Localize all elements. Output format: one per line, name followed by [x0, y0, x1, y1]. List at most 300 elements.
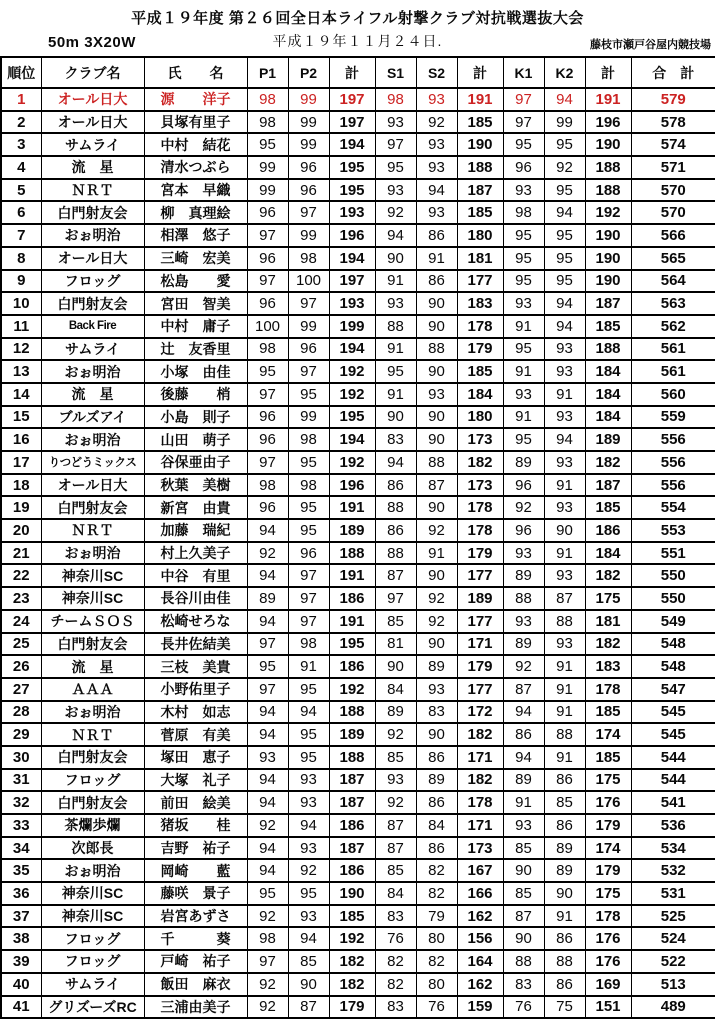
p-total-cell: 193	[329, 201, 375, 224]
table-row	[1, 133, 715, 156]
p2-cell: 96	[288, 542, 329, 565]
k-total-cell: 169	[585, 973, 631, 996]
k-total-cell: 184	[585, 360, 631, 383]
name-cell: 長井佐結美	[144, 633, 247, 656]
grand-total-cell: 513	[631, 973, 715, 996]
s2-cell: 88	[416, 338, 457, 361]
club-cell: 流 星	[41, 383, 144, 406]
k1-cell: 90	[503, 859, 544, 882]
p2-cell: 95	[288, 451, 329, 474]
s2-cell: 90	[416, 564, 457, 587]
name-cell: 山田 萌子	[144, 428, 247, 451]
grand-total-cell: 548	[631, 633, 715, 656]
p1-cell: 97	[247, 383, 288, 406]
s1-cell: 91	[375, 383, 416, 406]
rank-cell: 38	[1, 927, 41, 950]
p-total-cell: 194	[329, 428, 375, 451]
name-cell: 秋葉 美樹	[144, 474, 247, 497]
k-total-cell: 188	[585, 156, 631, 179]
p2-cell: 97	[288, 564, 329, 587]
grand-total-cell: 532	[631, 859, 715, 882]
name-cell: 源 洋子	[144, 88, 247, 111]
p-total-cell: 192	[329, 451, 375, 474]
p2-cell: 99	[288, 88, 329, 111]
s2-cell: 88	[416, 451, 457, 474]
s1-cell: 82	[375, 973, 416, 996]
s1-cell: 94	[375, 224, 416, 247]
s1-cell: 87	[375, 837, 416, 860]
k2-cell: 92	[544, 156, 585, 179]
k1-cell: 87	[503, 678, 544, 701]
rank-cell: 4	[1, 156, 41, 179]
s-total-cell: 187	[457, 179, 503, 202]
p2-cell: 97	[288, 587, 329, 610]
rank-cell: 1	[1, 88, 41, 111]
k1-cell: 98	[503, 201, 544, 224]
k2-cell: 91	[544, 746, 585, 769]
grand-total-cell: 574	[631, 133, 715, 156]
col-header-k-total: 計	[585, 57, 631, 88]
name-cell: 菅原 有美	[144, 723, 247, 746]
k-total-cell: 185	[585, 746, 631, 769]
p1-cell: 100	[247, 315, 288, 338]
s-total-cell: 179	[457, 542, 503, 565]
s1-cell: 85	[375, 859, 416, 882]
p1-cell: 97	[247, 678, 288, 701]
grand-total-cell: 556	[631, 474, 715, 497]
rank-cell: 2	[1, 111, 41, 134]
club-cell: 流 星	[41, 156, 144, 179]
p2-cell: 96	[288, 179, 329, 202]
club-cell: 神奈川SC	[41, 564, 144, 587]
s-total-cell: 173	[457, 474, 503, 497]
s2-cell: 82	[416, 859, 457, 882]
club-cell: 流 星	[41, 655, 144, 678]
club-cell: 白門射友会	[41, 746, 144, 769]
k-total-cell: 185	[585, 701, 631, 724]
p1-cell: 97	[247, 950, 288, 973]
p2-cell: 95	[288, 519, 329, 542]
p-total-cell: 197	[329, 88, 375, 111]
name-cell: 猪坂 桂	[144, 814, 247, 837]
grand-total-cell: 549	[631, 610, 715, 633]
name-cell: 三枝 美貴	[144, 655, 247, 678]
p-total-cell: 186	[329, 587, 375, 610]
k-total-cell: 151	[585, 996, 631, 1019]
p-total-cell: 194	[329, 247, 375, 270]
p-total-cell: 192	[329, 383, 375, 406]
s-total-cell: 182	[457, 769, 503, 792]
k1-cell: 96	[503, 474, 544, 497]
name-cell: 後藤 梢	[144, 383, 247, 406]
k-total-cell: 190	[585, 247, 631, 270]
p1-cell: 97	[247, 633, 288, 656]
grand-total-cell: 561	[631, 360, 715, 383]
p1-cell: 94	[247, 791, 288, 814]
s2-cell: 86	[416, 224, 457, 247]
grand-total-cell: 550	[631, 587, 715, 610]
grand-total-cell: 545	[631, 723, 715, 746]
p2-cell: 95	[288, 882, 329, 905]
p2-cell: 93	[288, 837, 329, 860]
s1-cell: 90	[375, 655, 416, 678]
p2-cell: 95	[288, 678, 329, 701]
k1-cell: 95	[503, 428, 544, 451]
p-total-cell: 197	[329, 111, 375, 134]
p-total-cell: 195	[329, 179, 375, 202]
k1-cell: 96	[503, 156, 544, 179]
p-total-cell: 195	[329, 633, 375, 656]
results-table	[0, 56, 715, 1019]
k2-cell: 93	[544, 496, 585, 519]
p-total-cell: 193	[329, 292, 375, 315]
k2-cell: 88	[544, 950, 585, 973]
rank-cell: 3	[1, 133, 41, 156]
k-total-cell: 178	[585, 678, 631, 701]
s2-cell: 90	[416, 292, 457, 315]
s1-cell: 89	[375, 701, 416, 724]
k-total-cell: 183	[585, 655, 631, 678]
k-total-cell: 186	[585, 519, 631, 542]
k2-cell: 86	[544, 973, 585, 996]
p2-cell: 93	[288, 905, 329, 928]
table-row	[1, 996, 715, 1019]
p2-cell: 97	[288, 292, 329, 315]
k-total-cell: 187	[585, 474, 631, 497]
s1-cell: 87	[375, 564, 416, 587]
p2-cell: 93	[288, 791, 329, 814]
club-cell: 白門射友会	[41, 496, 144, 519]
table-row	[1, 973, 715, 996]
p-total-cell: 186	[329, 655, 375, 678]
s2-cell: 93	[416, 201, 457, 224]
k1-cell: 93	[503, 179, 544, 202]
s-total-cell: 180	[457, 406, 503, 429]
name-cell: 小島 則子	[144, 406, 247, 429]
s2-cell: 90	[416, 360, 457, 383]
s2-cell: 82	[416, 882, 457, 905]
k2-cell: 93	[544, 451, 585, 474]
club-cell: おぉ明治	[41, 859, 144, 882]
k2-cell: 91	[544, 383, 585, 406]
table-row	[1, 201, 715, 224]
results-body	[1, 88, 715, 1018]
p1-cell: 94	[247, 837, 288, 860]
s-total-cell: 171	[457, 746, 503, 769]
grand-total-cell: 544	[631, 769, 715, 792]
p-total-cell: 191	[329, 610, 375, 633]
k1-cell: 85	[503, 882, 544, 905]
s1-cell: 90	[375, 406, 416, 429]
s1-cell: 84	[375, 678, 416, 701]
k-total-cell: 179	[585, 814, 631, 837]
grand-total-cell: 534	[631, 837, 715, 860]
k1-cell: 97	[503, 88, 544, 111]
table-row	[1, 519, 715, 542]
grand-total-cell: 571	[631, 156, 715, 179]
name-cell: 吉野 祐子	[144, 837, 247, 860]
s1-cell: 93	[375, 769, 416, 792]
table-row	[1, 655, 715, 678]
table-row	[1, 496, 715, 519]
p2-cell: 99	[288, 224, 329, 247]
k-total-cell: 190	[585, 270, 631, 293]
p1-cell: 92	[247, 973, 288, 996]
s2-cell: 90	[416, 406, 457, 429]
s2-cell: 93	[416, 133, 457, 156]
k1-cell: 83	[503, 973, 544, 996]
rank-cell: 22	[1, 564, 41, 587]
k1-cell: 89	[503, 451, 544, 474]
s2-cell: 92	[416, 610, 457, 633]
rank-cell: 15	[1, 406, 41, 429]
name-cell: 小塚 由佳	[144, 360, 247, 383]
k2-cell: 88	[544, 610, 585, 633]
s2-cell: 92	[416, 111, 457, 134]
p-total-cell: 194	[329, 338, 375, 361]
grand-total-cell: 565	[631, 247, 715, 270]
name-cell: 柳 真理絵	[144, 201, 247, 224]
name-cell: 松島 愛	[144, 270, 247, 293]
grand-total-cell: 563	[631, 292, 715, 315]
s2-cell: 91	[416, 247, 457, 270]
rank-cell: 14	[1, 383, 41, 406]
table-row	[1, 814, 715, 837]
date-label: 平成１９年１１月２４日.	[272, 33, 443, 49]
table-row	[1, 791, 715, 814]
k2-cell: 93	[544, 360, 585, 383]
event-label: 50m 3X20W	[48, 34, 136, 51]
k2-cell: 95	[544, 179, 585, 202]
grand-total-cell: 550	[631, 564, 715, 587]
table-row	[1, 451, 715, 474]
k1-cell: 92	[503, 655, 544, 678]
p2-cell: 96	[288, 156, 329, 179]
grand-total-cell: 570	[631, 201, 715, 224]
s1-cell: 91	[375, 270, 416, 293]
p1-cell: 95	[247, 133, 288, 156]
s2-cell: 92	[416, 519, 457, 542]
p2-cell: 93	[288, 769, 329, 792]
p1-cell: 97	[247, 270, 288, 293]
s2-cell: 89	[416, 769, 457, 792]
s-total-cell: 185	[457, 360, 503, 383]
p2-cell: 95	[288, 746, 329, 769]
club-cell: フロッグ	[41, 950, 144, 973]
p2-cell: 95	[288, 383, 329, 406]
s-total-cell: 181	[457, 247, 503, 270]
p-total-cell: 196	[329, 224, 375, 247]
grand-total-cell: 545	[631, 701, 715, 724]
s2-cell: 93	[416, 678, 457, 701]
club-cell: おぉ明治	[41, 701, 144, 724]
name-cell: 岡崎 藍	[144, 859, 247, 882]
club-cell: 白門射友会	[41, 633, 144, 656]
p2-cell: 99	[288, 133, 329, 156]
p1-cell: 93	[247, 746, 288, 769]
p-total-cell: 191	[329, 564, 375, 587]
rank-cell: 24	[1, 610, 41, 633]
rank-cell: 33	[1, 814, 41, 837]
p-total-cell: 195	[329, 406, 375, 429]
k2-cell: 94	[544, 292, 585, 315]
club-cell: チームＳＯＳ	[41, 610, 144, 633]
p1-cell: 95	[247, 655, 288, 678]
name-cell: 清水つぶら	[144, 156, 247, 179]
name-cell: 飯田 麻衣	[144, 973, 247, 996]
k2-cell: 95	[544, 247, 585, 270]
club-cell: おぉ明治	[41, 360, 144, 383]
grand-total-cell: 522	[631, 950, 715, 973]
p1-cell: 94	[247, 723, 288, 746]
rank-cell: 32	[1, 791, 41, 814]
p2-cell: 92	[288, 859, 329, 882]
s-total-cell: 191	[457, 88, 503, 111]
k1-cell: 89	[503, 769, 544, 792]
name-cell: 長谷川由佳	[144, 587, 247, 610]
table-row	[1, 224, 715, 247]
grand-total-cell: 561	[631, 338, 715, 361]
k1-cell: 95	[503, 338, 544, 361]
k2-cell: 94	[544, 315, 585, 338]
k2-cell: 94	[544, 201, 585, 224]
k2-cell: 90	[544, 519, 585, 542]
name-cell: 加藤 瑞紀	[144, 519, 247, 542]
p2-cell: 100	[288, 270, 329, 293]
s-total-cell: 162	[457, 973, 503, 996]
sheet-header	[0, 0, 715, 56]
k-total-cell: 188	[585, 338, 631, 361]
grand-total-cell: 566	[631, 224, 715, 247]
p2-cell: 99	[288, 111, 329, 134]
p2-cell: 98	[288, 247, 329, 270]
k-total-cell: 179	[585, 859, 631, 882]
k1-cell: 90	[503, 927, 544, 950]
s-total-cell: 182	[457, 723, 503, 746]
k1-cell: 96	[503, 519, 544, 542]
rank-cell: 26	[1, 655, 41, 678]
club-cell: Back Fire	[41, 315, 144, 338]
s1-cell: 97	[375, 133, 416, 156]
rank-cell: 5	[1, 179, 41, 202]
p1-cell: 94	[247, 564, 288, 587]
club-cell: 神奈川SC	[41, 587, 144, 610]
club-cell: 白門射友会	[41, 201, 144, 224]
p-total-cell: 195	[329, 156, 375, 179]
table-row	[1, 837, 715, 860]
p2-cell: 95	[288, 723, 329, 746]
rank-cell: 13	[1, 360, 41, 383]
s2-cell: 90	[416, 633, 457, 656]
p-total-cell: 188	[329, 701, 375, 724]
table-row	[1, 406, 715, 429]
p1-cell: 94	[247, 701, 288, 724]
k2-cell: 87	[544, 587, 585, 610]
s-total-cell: 156	[457, 927, 503, 950]
s-total-cell: 189	[457, 587, 503, 610]
name-cell: 木村 如志	[144, 701, 247, 724]
s2-cell: 93	[416, 156, 457, 179]
s-total-cell: 188	[457, 156, 503, 179]
s-total-cell: 173	[457, 428, 503, 451]
col-header-k2: K2	[544, 57, 585, 88]
grand-total-cell: 489	[631, 996, 715, 1019]
col-header-club: クラブ名	[41, 57, 144, 88]
s1-cell: 84	[375, 882, 416, 905]
grand-total-cell: 556	[631, 428, 715, 451]
p-total-cell: 199	[329, 315, 375, 338]
s-total-cell: 178	[457, 519, 503, 542]
club-cell: ＮＲＴ	[41, 179, 144, 202]
s-total-cell: 177	[457, 678, 503, 701]
header-row	[1, 57, 715, 88]
k2-cell: 90	[544, 882, 585, 905]
s2-cell: 93	[416, 88, 457, 111]
club-cell: りつどうミックス	[41, 451, 144, 474]
p2-cell: 97	[288, 360, 329, 383]
p-total-cell: 186	[329, 814, 375, 837]
name-cell: 藤咲 景子	[144, 882, 247, 905]
p2-cell: 87	[288, 996, 329, 1019]
club-cell: フロッグ	[41, 270, 144, 293]
s2-cell: 90	[416, 428, 457, 451]
rank-cell: 11	[1, 315, 41, 338]
name-cell: 戸崎 祐子	[144, 950, 247, 973]
name-cell: 中村 結花	[144, 133, 247, 156]
p1-cell: 99	[247, 156, 288, 179]
table-row	[1, 315, 715, 338]
s2-cell: 91	[416, 542, 457, 565]
name-cell: 岩宮あずさ	[144, 905, 247, 928]
rank-cell: 18	[1, 474, 41, 497]
s1-cell: 83	[375, 905, 416, 928]
s1-cell: 92	[375, 201, 416, 224]
p-total-cell: 188	[329, 746, 375, 769]
club-cell: 次郎長	[41, 837, 144, 860]
rank-cell: 36	[1, 882, 41, 905]
rank-cell: 31	[1, 769, 41, 792]
k1-cell: 95	[503, 270, 544, 293]
s2-cell: 86	[416, 746, 457, 769]
p2-cell: 97	[288, 201, 329, 224]
k1-cell: 91	[503, 360, 544, 383]
s1-cell: 88	[375, 542, 416, 565]
club-cell: ＡＡＡ	[41, 678, 144, 701]
s1-cell: 82	[375, 950, 416, 973]
p1-cell: 96	[247, 292, 288, 315]
table-row	[1, 610, 715, 633]
col-header-s2: S2	[416, 57, 457, 88]
k2-cell: 94	[544, 428, 585, 451]
p1-cell: 92	[247, 996, 288, 1019]
s2-cell: 86	[416, 791, 457, 814]
table-row	[1, 859, 715, 882]
k2-cell: 88	[544, 723, 585, 746]
p1-cell: 94	[247, 519, 288, 542]
grand-total-cell: 554	[631, 496, 715, 519]
s-total-cell: 164	[457, 950, 503, 973]
table-row	[1, 882, 715, 905]
k1-cell: 86	[503, 723, 544, 746]
table-row	[1, 587, 715, 610]
name-cell: 松崎せろな	[144, 610, 247, 633]
rank-cell: 17	[1, 451, 41, 474]
k-total-cell: 191	[585, 88, 631, 111]
table-row	[1, 383, 715, 406]
s2-cell: 86	[416, 270, 457, 293]
rank-cell: 10	[1, 292, 41, 315]
name-cell: 谷保亜由子	[144, 451, 247, 474]
